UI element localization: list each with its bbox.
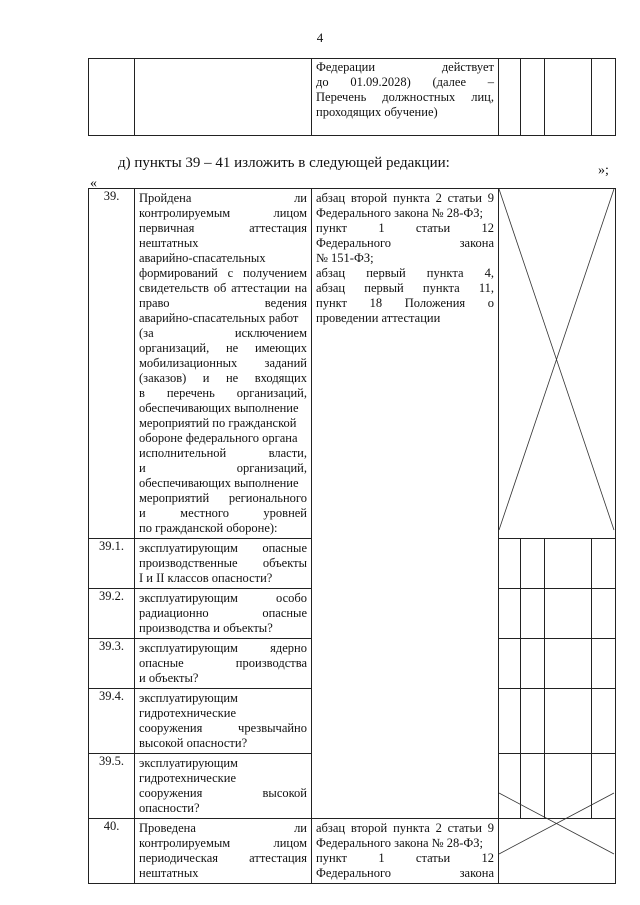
question-line: обороне федерального органа: [139, 431, 298, 445]
question-line: мероприятий по гражданской: [139, 416, 297, 430]
reference-line: пункт 18 Положения о: [316, 296, 494, 310]
check-cell: [545, 689, 592, 754]
row-question: [135, 819, 312, 884]
row-number: 39.: [89, 189, 135, 539]
row-question: [135, 539, 312, 589]
top-ref-line: до 01.09.2028) (далее –: [316, 75, 494, 89]
question-line: сооружения чрезвычайно: [139, 721, 307, 735]
row-number: 39.3.: [89, 639, 135, 689]
check-cell: [499, 689, 521, 754]
top-text-cell: [135, 59, 312, 136]
check-cell: [545, 639, 592, 689]
reference-line: Федерального закона: [316, 236, 494, 250]
question-line: и объекты?: [139, 671, 199, 685]
top-table: [88, 58, 616, 136]
row-legal-reference: [312, 189, 499, 819]
row-legal-reference: [312, 819, 499, 884]
row-number: 39.1.: [89, 539, 135, 589]
question-line: по гражданской обороне):: [139, 521, 278, 535]
question-line: опасности?: [139, 801, 200, 815]
question-line: мобилизационных заданий: [139, 356, 307, 370]
question-line: контролируемым лицом: [139, 836, 307, 850]
reference-line: пункт 1 статьи 12: [316, 851, 494, 865]
top-num-cell: [89, 59, 135, 136]
check-cell: [592, 689, 616, 754]
question-line: гидротехнические: [139, 706, 236, 720]
reference-line: проведении аттестации: [316, 311, 441, 325]
question-line: нештатных: [139, 866, 199, 880]
closing-quote: »;: [598, 163, 609, 178]
question-line: свидетельств об аттестации на: [139, 281, 307, 295]
top-check-cell: [592, 59, 616, 136]
question-line: высокой опасности?: [139, 736, 248, 750]
question-line: эксплуатирующим: [139, 691, 238, 705]
question-line: гидротехнические: [139, 771, 236, 785]
question-line: сооружения высокой: [139, 786, 307, 800]
question-line: контролируемым лицом: [139, 206, 307, 220]
row-question: [135, 689, 312, 754]
row-number: 39.2.: [89, 589, 135, 639]
opening-quote: «: [90, 176, 97, 191]
reference-line: абзац второй пункта 2 статьи 9: [316, 821, 494, 835]
top-ref-cell: [312, 59, 499, 136]
question-line: (за исключением: [139, 326, 307, 340]
reference-line: абзац первый пункта 4,: [316, 266, 494, 280]
question-line: и местного уровней: [139, 506, 307, 520]
row-question: [135, 639, 312, 689]
cross-out-mark: [498, 188, 615, 531]
question-line: Пройдена ли: [139, 191, 307, 205]
top-check-cell: [499, 59, 521, 136]
check-cell: [592, 589, 616, 639]
check-cell: [521, 689, 545, 754]
top-ref-line: проходящих обучение): [316, 105, 438, 119]
question-line: право ведения: [139, 296, 307, 310]
page-number: 4: [316, 30, 324, 45]
question-line: нештатных: [139, 236, 199, 250]
reference-line: Федерального закона № 28-ФЗ;: [316, 836, 484, 850]
check-cell: [521, 589, 545, 639]
top-check-cell: [545, 59, 592, 136]
row-question: [135, 589, 312, 639]
check-cell: [592, 639, 616, 689]
question-line: I и II классов опасности?: [139, 571, 273, 585]
row-number: 39.5.: [89, 754, 135, 819]
amendment-heading: д) пункты 39 – 41 изложить в следующей редакции:: [118, 155, 450, 171]
question-line: периодическая аттестация: [139, 851, 307, 865]
reference-line: пункт 1 статьи 12: [316, 221, 494, 235]
check-cell: [545, 589, 592, 639]
question-line: исполнительной власти,: [139, 446, 307, 460]
question-line: обеспечивающих выполнение: [139, 476, 299, 490]
question-line: эксплуатирующим опасные: [139, 541, 307, 555]
question-line: эксплуатирующим особо: [139, 591, 307, 605]
check-cell: [499, 589, 521, 639]
question-line: эксплуатирующим ядерно: [139, 641, 307, 655]
question-line: (заказов) и не входящих: [139, 371, 307, 385]
question-line: формирований с получением: [139, 266, 307, 280]
row-question: [135, 189, 312, 539]
question-line: аварийно-спасательных работ: [139, 311, 299, 325]
check-cell: [521, 639, 545, 689]
question-line: первичная аттестация: [139, 221, 307, 235]
check-cell: [499, 539, 521, 589]
top-check-cell: [521, 59, 545, 136]
question-line: производственные объекты: [139, 556, 307, 570]
check-cell: [499, 639, 521, 689]
top-ref-line: Федерации действует: [316, 60, 494, 74]
question-line: организаций, не имеющих: [139, 341, 307, 355]
question-line: в перечень организаций,: [139, 386, 307, 400]
check-cell: [592, 539, 616, 589]
question-line: и организаций,: [139, 461, 307, 475]
row-number: 39.4.: [89, 689, 135, 754]
question-line: Проведена ли: [139, 821, 307, 835]
reference-line: № 151-ФЗ;: [316, 251, 374, 265]
row-question: [135, 754, 312, 819]
top-ref-line: Перечень должностных лиц,: [316, 90, 494, 104]
question-line: эксплуатирующим: [139, 756, 238, 770]
question-line: опасные производства: [139, 656, 307, 670]
cross-out-mark: [498, 792, 615, 855]
reference-line: Федерального закона № 28-ФЗ;: [316, 206, 484, 220]
check-cell: [521, 539, 545, 589]
reference-line: абзац второй пункта 2 статьи 9: [316, 191, 494, 205]
question-line: радиационно опасные: [139, 606, 307, 620]
question-line: производства и объекты?: [139, 621, 273, 635]
question-line: аварийно-спасательных: [139, 251, 266, 265]
reference-line: Федерального закона: [316, 866, 494, 880]
question-line: обеспечивающих выполнение: [139, 401, 299, 415]
question-line: мероприятий регионального: [139, 491, 307, 505]
row-number: 40.: [89, 819, 135, 884]
check-cell: [545, 539, 592, 589]
reference-line: абзац первый пункта 11,: [316, 281, 494, 295]
